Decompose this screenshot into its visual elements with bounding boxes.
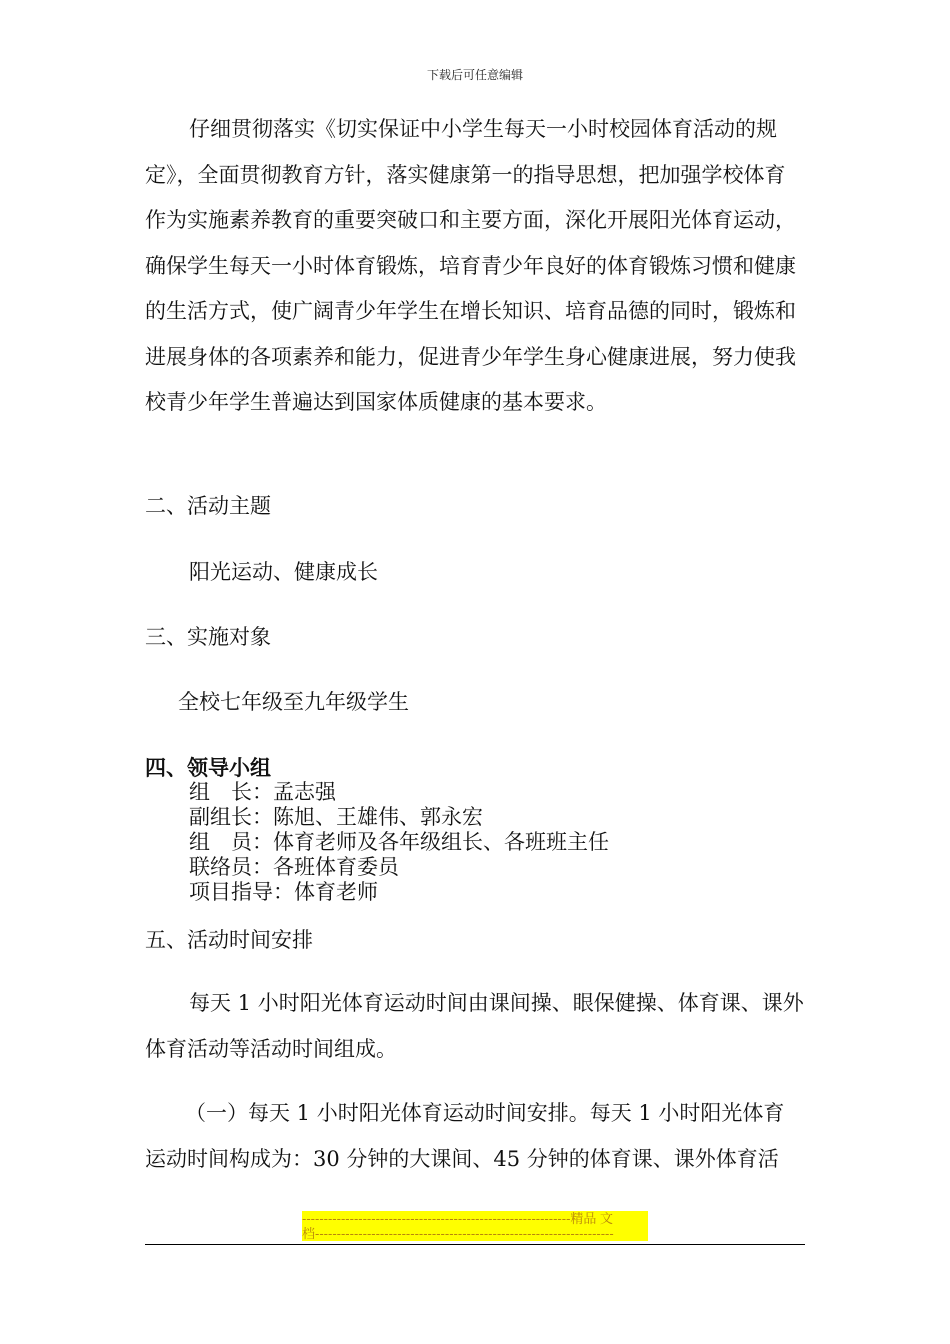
- section-3-heading: 三、实施对象: [145, 625, 271, 649]
- page-header: 下载后可任意编辑: [426, 68, 523, 82]
- leader-row-guidance: 项目指导：体育老师: [189, 880, 378, 904]
- section-3-content: 全校七年级至九年级学生: [178, 690, 409, 714]
- section-5-heading: 五、活动时间安排: [145, 928, 313, 952]
- intro-paragraph-block: [145, 107, 805, 426]
- leader-row-deputy: 副组长：陈旭、王雄伟、郭永宏: [189, 805, 483, 829]
- section-5-paragraph-2: （一）每天 1 小时阳光体育运动时间安排。每天 1 小时阳光体育运动时间构成为：30 分钟的大课间、45 分钟的体育课、课外体育活: [145, 1101, 785, 1171]
- footer-line-1: --------------------------------------------------------------精品 文: [302, 1211, 648, 1226]
- leader-row-head: 组 长：孟志强: [189, 780, 336, 804]
- section-5-paragraph-1: 每天 1 小时阳光体育运动时间由课间操、眼保健操、体育课、课外体育活动等活动时间组成。: [145, 991, 804, 1061]
- footer-watermark: [302, 1211, 648, 1241]
- section-4-heading: 四、领导小组: [145, 755, 271, 780]
- section-5-paragraph-1-block: [145, 981, 805, 1072]
- intro-paragraph: 仔细贯彻落实《切实保证中小学生每天一小时校园体育活动的规定》，全面贯彻教育方针，落实健康第一的指导思想，把加强学校体育作为实施素养教育的重要突破口和主要方面，深化开展阳光体育运动，确保学生每天一小时体育锻炼，培育青少年良好的体育锻炼习惯和健康的生活方式，使广阔青少年学生在增长知识、培育品德的同时，锻炼和进展身体的各项素养和能力，促进青少年学生身心健康进展，努力使我校青少年学生普遍达到国家体质健康的基本要求。: [145, 117, 796, 414]
- leader-row-liaison: 联络员：各班体育委员: [189, 855, 399, 879]
- section-4-leadership: [145, 755, 609, 905]
- section-5-paragraph-2-block: [145, 1091, 805, 1182]
- section-2-heading: 二、活动主题: [145, 494, 271, 518]
- footer-divider: [145, 1244, 805, 1245]
- footer-line-2: 档---------------------------------------------------------------------: [302, 1226, 648, 1241]
- section-2-content: 阳光运动、健康成长: [189, 560, 378, 584]
- leader-row-members: 组 员：体育老师及各年级组长、各班班主任: [189, 830, 609, 854]
